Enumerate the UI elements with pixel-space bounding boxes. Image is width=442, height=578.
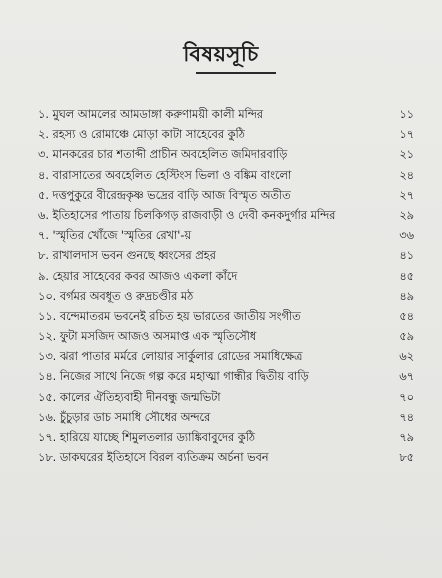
toc-entry-page: ৪১: [399, 249, 414, 263]
toc-entry: [38, 105, 414, 125]
toc-entry: [38, 246, 414, 266]
toc-entry-title: ৯. হেয়ার সাহেবের কবর আজও একলা কাঁদে: [38, 269, 238, 283]
toc-entry-page: ২৯: [399, 208, 414, 222]
toc-entry: [38, 347, 414, 367]
toc-entry-title: ১৮. ডাকঘরের ইতিহাসে বিরল ব্যতিক্রম অর্চনা ভবন: [38, 451, 269, 465]
toc-entry: [38, 367, 414, 387]
toc-entry-title: ১৩. ঝরা পাতার মর্মরে লোয়ার সার্কুলার রোডের সমাধিক্ষেত্র: [38, 350, 303, 364]
toc-entry-page: ৮৫: [399, 451, 414, 465]
toc-entry-title: ১১. বন্দেমাতরম ভবনেই রচিত হয় ভারতের জাতীয় সংগীত: [38, 309, 301, 323]
toc-entry: [38, 327, 414, 347]
toc-entry-title: ২. রহস্য ও রোমাঞ্চে মোড়া কাটা সাহেবের কুঠি: [38, 128, 245, 142]
toc-entry: [38, 388, 414, 408]
toc-entry-title: ১৪. নিজের সাথে নিজে গল্প করে মহাত্মা গান্ধীর দ্বিতীয় বাড়ি: [38, 370, 309, 384]
toc-entry: [38, 408, 414, 428]
toc-entry: [38, 428, 414, 448]
toc-entry-title: ৩. মানকরের চার শতাব্দী প্রাচীন অবহেলিত জমিদারবাড়ি: [38, 148, 288, 162]
toc-entry-title: ৭. 'স্মৃতির খোঁজে 'স্মৃতির রেখা'-য়: [38, 229, 192, 243]
toc-entry: [38, 267, 414, 287]
toc-entry: [38, 206, 414, 226]
toc-entry-page: ৭০: [399, 390, 414, 404]
toc-entry-page: ৫৪: [399, 309, 414, 323]
toc-entry-title: ৬. ইতিহাসের পাতায় চিলকিগড় রাজবাড়ী ও দেবী কনকদুর্গার মন্দির: [38, 208, 336, 222]
toc-entry-page: ৫৯: [399, 330, 414, 344]
toc-entry-page: ২৪: [399, 168, 414, 182]
toc-entry-page: ২১: [399, 148, 414, 162]
toc-entry-page: ১১: [399, 108, 414, 121]
toc-entry-title: ১৫. কালের ঐতিহ্যবাহী দীনবন্ধু জন্মভিটা: [38, 390, 221, 404]
toc-entry-title: ১৬. চুঁচুড়ার ডাচ সমাধি সৌধের অন্দরে: [38, 410, 211, 424]
toc-entry-page: ৬২: [399, 350, 414, 364]
toc-entry-title: ৮. রাখালদাস ভবন গুনছে ধ্বংসের প্রহর: [38, 249, 216, 263]
toc-entry-title: ১০. বর্গমর অবধূত ও রুদ্রচণ্ডীর মঠ: [38, 289, 194, 303]
toc-entry: [38, 166, 414, 186]
toc-entry-title: ৪. বারাসাতের অবহেলিত হেস্টিংস ভিলা ও বঙ্কিম বাংলো: [38, 168, 292, 182]
toc-entry: [38, 307, 414, 327]
toc-entry-page: ৬৭: [399, 370, 414, 384]
toc-entry: [38, 448, 414, 468]
toc-entry-title: ৫. দত্তপুকুরে বীরেন্দ্রকৃষ্ণ ভদ্রের বাড়ি আজ বিস্মৃত অতীত: [38, 188, 291, 202]
page-title: বিষয়সূচি: [183, 42, 259, 66]
toc-entry: [38, 186, 414, 206]
title-underline: [196, 72, 276, 74]
toc-entry-page: ৭৯: [399, 431, 414, 444]
toc-entry: [38, 145, 414, 165]
toc-entry-page: ৩৬: [399, 229, 414, 243]
toc-entry-page: ৪৫: [399, 269, 414, 283]
toc-entry-page: ১৭: [399, 128, 414, 142]
toc-entry: [38, 287, 414, 307]
toc-entry: [38, 125, 414, 145]
toc-entry: [38, 226, 414, 246]
toc-entry-title: ১২. ফুটা মসজিদ আজও অসমাপ্ত এক স্মৃতিসৌধ: [38, 330, 257, 344]
toc-entry-title: ১. মুঘল আমলের আমডাঙ্গা করুণাময়ী কালী মন্দির: [38, 108, 264, 121]
toc-entry-page: ৪৯: [399, 289, 414, 303]
toc-entry-page: ৭৪: [399, 410, 414, 424]
table-of-contents: [38, 105, 414, 468]
toc-entry-page: ২৭: [399, 188, 414, 202]
toc-entry-title: ১৭. হারিয়ে যাচ্ছে শিমুলতলার ড্যাঙ্কিবাবুদের কুঠি: [38, 431, 255, 444]
